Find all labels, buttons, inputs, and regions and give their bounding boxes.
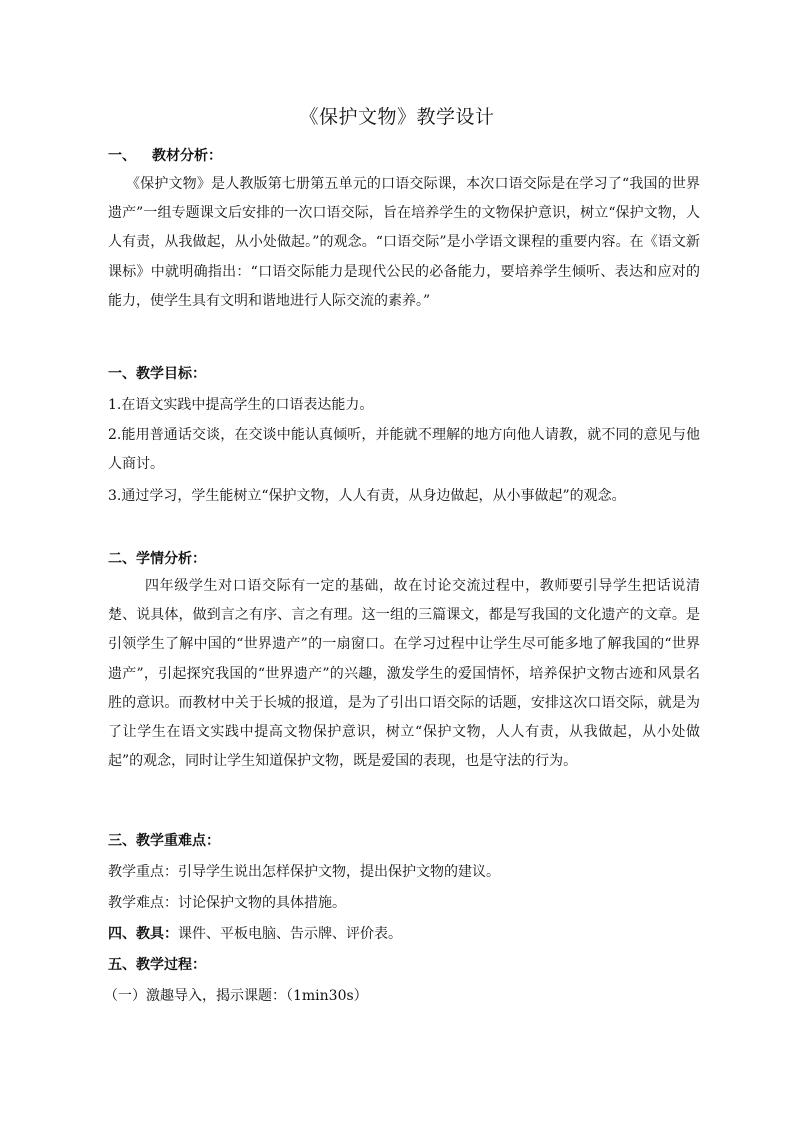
key-point: 教学重点：引导学生说出怎样保护文物，提出保护文物的建议。: [108, 864, 500, 880]
section-heading-student-analysis: 二、学情分析：: [108, 551, 206, 567]
document-title: 《保护文物》教学设计: [299, 106, 495, 128]
teaching-aids: [108, 923, 402, 943]
teaching-aids-label: 四、教具：: [108, 926, 178, 942]
goal-item-2: 2.能用普通话交谈，在交谈中能认真倾听，并能就不理解的地方向他人请教，就不同的意见与他人商讨。: [108, 427, 700, 473]
student-analysis-paragraph: 四年级学生对口语交际有一定的基础，故在讨论交流过程中，教师要引导学生把话说清楚、说具体，做到言之有序、言之有理。这一组的三篇课文，都是写我国的文化遗产的文章。是引领学生了解中国的“世界遗产”的一扇窗口。在学习过程中让学生尽可能多地了解我国的“世界遗产”，引起探究我国的“世界遗产”的兴趣，激发学生的爱国情怀，培养保护文物古迹和风景名胜的意识。而教材中关于长城的报道，是为了引出口语交际的话题，安排这次口语交际，就是为了让学生在语文实践中提高文物保护意识，树立“保护文物，人人有责，从我做起，从小处做起”的观念，同时让学生知道保护文物，既是爱国的表现，也是守法的行为。: [108, 578, 700, 770]
process-step-1: （一）激趣导入，揭示课题：（1min30s）: [104, 988, 368, 1004]
goal-item-1: 1.在语文实践中提高学生的口语表达能力。: [108, 397, 374, 413]
section-heading-key-difficult-points: 三、教学重难点：: [108, 833, 220, 849]
textbook-analysis-paragraph: 《保护文物》是人教版第七册第五单元的口语交际课，本次口语交际是在学习了“我国的世界遗产”一组专题课文后安排的一次口语交际，旨在培养学生的文物保护意识，树立“保护文物，人人有责，从我做起，从小处做起。”的观念。“口语交际”是小学语文课程的重要内容。在《语文新课标》中就明确指出：“口语交际能力是现代公民的必备能力，要培养学生倾听、表达和应对的能力，使学生具有文明和谐地进行人际交流的素养。”: [108, 176, 700, 309]
section-heading-teaching-goals: 一、教学目标：: [108, 366, 206, 382]
section-number: 一、: [108, 148, 136, 164]
difficult-point: 教学难点：讨论保护文物的具体措施。: [108, 895, 346, 911]
section-heading-teaching-process: 五、教学过程：: [108, 957, 206, 973]
section-label: 教材分析：: [152, 148, 222, 164]
section-heading-textbook-analysis: [108, 145, 222, 165]
goal-item-3: 3.通过学习，学生能树立“保护文物，人人有责，从身边做起，从小事做起”的观念。: [108, 488, 626, 504]
teaching-aids-text: 课件、平板电脑、告示牌、评价表。: [178, 926, 402, 942]
